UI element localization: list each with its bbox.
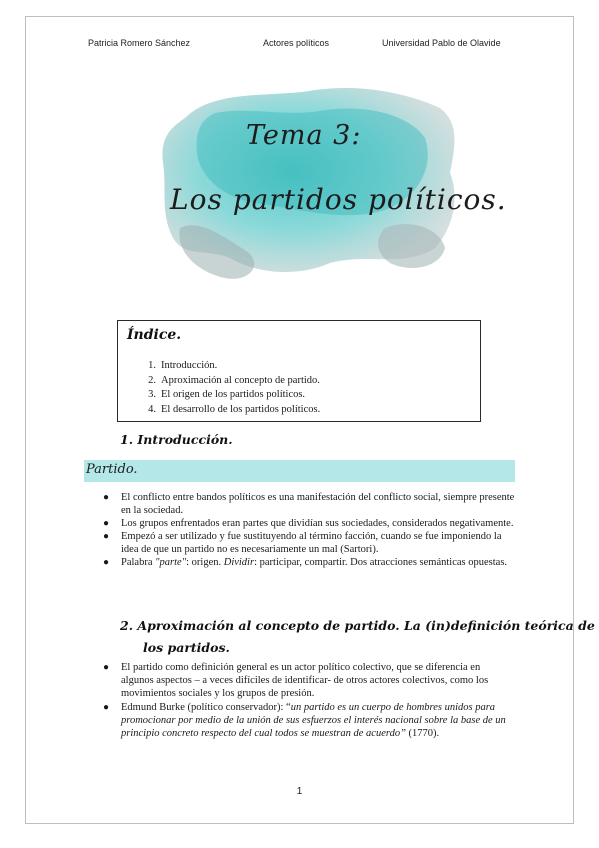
bullet-text: Los grupos enfrentados eran partes que dividían sus sociedades, considerados negativamente. [121,518,514,529]
partido-band [84,460,515,482]
index-item [138,374,320,389]
list-item [103,530,515,556]
page-number: 1 [296,786,303,797]
index-item-number: 4. [148,403,156,415]
bullet-text: : origen. [186,557,224,568]
list-item [103,701,515,740]
index-box [117,320,481,422]
index-list [138,359,320,417]
list-item [103,661,515,700]
bullet-icon: ● [103,531,110,542]
bullet-text: El partido como definición general es un actor político colectivo, que se diferencia en algunos aspectos – a veces difíciles de identificar- de otros actores colectivos, como los movimientos sociales y los grupos de presión. [121,662,489,699]
title-line-1: Tema 3: [246,120,362,151]
bullet-icon: ● [103,557,110,568]
bullet-text: : “ [280,702,291,713]
index-item-label: El origen de los partidos políticos. [161,389,306,400]
index-item [138,359,320,374]
bullet-icon: ● [103,492,110,503]
index-item-number: 3. [148,389,156,400]
bullet-emphasis: Dividir [223,557,255,568]
bullet-author: Edmund Burke (político conservador) [121,702,281,713]
index-item-label: Aproximación al concepto de partido. [161,374,320,386]
index-item [138,388,320,403]
section-2-bullets [103,661,515,740]
header-subject: Actores políticos [263,38,330,48]
list-item [103,491,515,517]
bullet-text: El conflicto entre bandos políticos es una manifestación del conflicto social, siempre presente en la sociedad. [121,492,515,516]
bullet-text: Palabra [121,557,156,568]
index-item-label: Introducción. [161,360,218,371]
header-university: Universidad Pablo de Olavide [382,38,501,48]
list-item [103,517,515,530]
bullet-quote: un partido es un cuerpo de hombres unidos para promocionar por medio de la unión de sus esfuerzos el interés nacional sobre la base de un principio concreto respecto del cual todos se muestran de acuerdo” [121,702,506,739]
section-2-heading: 2. Aproximación al concepto de partido. La (in)definición teórica de [120,618,595,633]
bullet-icon: ● [103,702,110,713]
section-1-heading: 1. Introducción. [120,432,233,447]
index-item [138,403,320,418]
index-item-number: 1. [148,360,156,371]
page-header [0,38,599,52]
bullet-text: : participar, compartir. Dos atracciones semánticas opuestas. [254,557,508,568]
bullet-text: Empezó a ser utilizado y fue sustituyendo al término facción, cuando se fue imponiendo la idea de que un partido no es necesariamente un mal (Sartori). [121,531,502,555]
bullet-icon: ● [103,518,110,529]
title-line-2: Los partidos políticos. [170,183,507,216]
index-title: Índice. [127,327,182,343]
bullet-emphasis: "parte" [155,557,187,568]
partido-band-label: Partido. [86,462,138,477]
index-item-number: 2. [148,374,156,386]
section-1-bullets [103,491,515,569]
bullet-icon: ● [103,662,110,673]
section-2-heading-cont: los partidos. [143,640,230,655]
index-item-label: El desarrollo de los partidos políticos. [161,403,321,415]
header-author: Patricia Romero Sánchez [88,38,191,48]
bullet-text: (1770). [405,728,440,739]
list-item [103,556,515,569]
